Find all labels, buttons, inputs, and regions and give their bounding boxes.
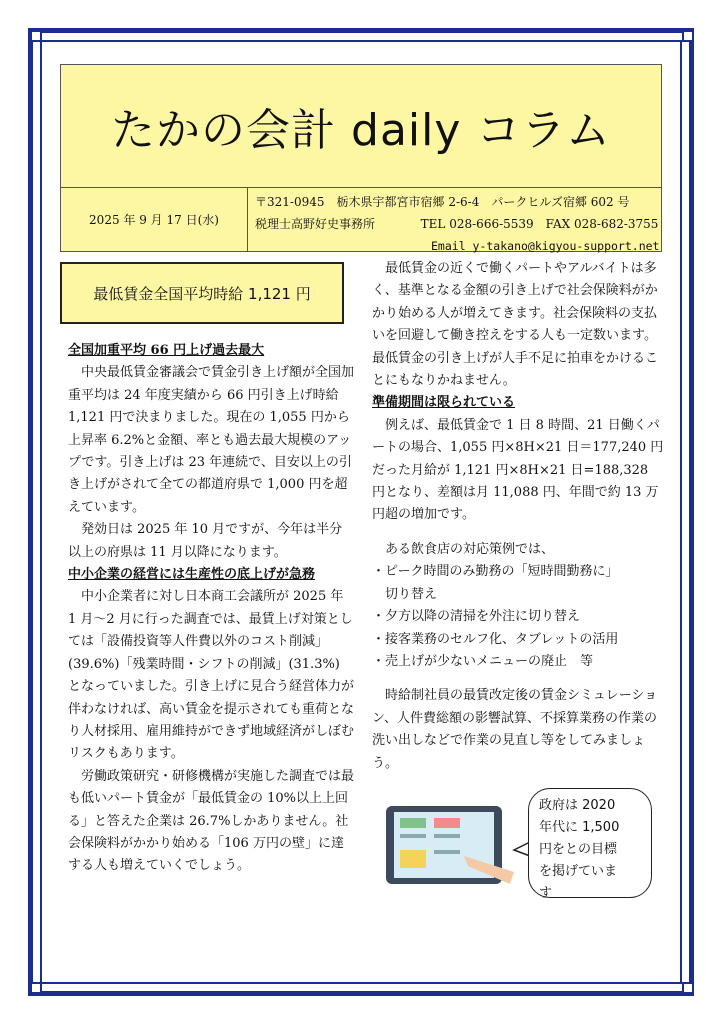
bubble-line: 政府は 2020 [539, 798, 616, 813]
office-name: 税理士高野好史事務所 [255, 217, 376, 231]
paragraph: 発効日は 2025 年 10 月ですが、今年は半分以上の府県は 11 月以降になります。 [68, 522, 343, 560]
office-address: 〒321-0945 栃木県宇都宮市宿郷 2-6-4 パークヒルズ宿郷 602 号 [255, 195, 630, 209]
list-item: 切り替え [372, 586, 438, 602]
office-phone-row [255, 213, 659, 235]
bubble-line: 年代に 1,500 [539, 820, 620, 835]
speech-bubble [528, 788, 652, 901]
masthead [60, 64, 662, 252]
section-heading: 中小企業の経営には生産性の底上げが急務 [68, 567, 316, 583]
tel-fax: TEL 028-666-5539 FAX 028-682-3755 [420, 217, 659, 231]
office-email: Email y-takano@kigyou-support.net [431, 239, 660, 253]
paragraph: 時給制社員の最賃改定後の賃金シミュレーション、人件費総額の影響試算、不採算業務の作業の洗い出しなどで作業の見直し等をしてみましょう。 [372, 688, 658, 771]
list-item: ・夕方以降の清掃を外注に切り替え [372, 609, 581, 625]
list-item: ・売上げが少ないメニューの廃止 等 [372, 653, 594, 669]
section-heading: 準備期間は限られている [372, 395, 516, 411]
corner-ornament [682, 30, 694, 42]
paragraph: ある飲食店の対応策例では、 [385, 541, 555, 557]
column-title: たかの会計 daily コラム [61, 65, 661, 188]
list-item: ・接客業務のセルフ化、タブレットの活用 [372, 631, 619, 647]
paragraph: 中央最低賃金審議会で賃金引き上げ額が全国加重平均は 24 年度実績から 66 円引き上げ時給 1,121 円で決まりました。現在の 1,055 円から上昇率 6.2%と金額、率とも過去最大規模のアップです。引き上げは 23 年連続で、目安以上の引き上げがされて全ての都道府県で 1,000 円を超えています。 [68, 365, 355, 515]
list-item: ・ピーク時間のみ勤務の「短時間勤務に」 [372, 564, 619, 580]
paragraph: 労働政策研究・研修機構が実施した調査では最も低いパート賃金が「最低賃金の 10%以上上回る」と答えた企業は 26.7%しかありません。社会保険料がかかり始める「106 万円の壁」に達する人も増えていくでしょう。 [68, 768, 355, 874]
paragraph: 最低賃金の近くで働くパートやアルバイトは多く、基準となる金額の引き上げで社会保険料がかかり始める人が増えてきます。社会保険料の支払いを回避して働き控えをする人も一定数います。最低賃金の引き上げが人手不足に拍車をかけることにもなりかねません。 [372, 261, 659, 389]
bubble-line: を掲げていま [539, 864, 618, 879]
bubble-line: す [539, 886, 553, 901]
corner-ornament [30, 982, 42, 994]
corner-ornament [682, 982, 694, 994]
bubble-line: 円をとの目標 [539, 842, 618, 857]
right-column [372, 258, 664, 775]
corner-ornament [30, 30, 42, 42]
headline: 最低賃金全国平均時給 1,121 円 [60, 262, 344, 324]
issue-date: 2025 年 9 月 17 日(水) [61, 187, 248, 251]
section-heading: 全国加重平均 66 円上げ過去最大 [68, 343, 265, 358]
office-contact [255, 191, 660, 257]
paragraph: 中小企業者に対し日本商工会議所が 2025 年 1 月～2 月に行った調査では、最賃上げ対策としては「設備投資等人件費以外のコスト削減」(39.6%)「残業時間・シフトの削減」(31.3%) となっていました。引き上げに見合う経営体力が伴わなければ、高い賃金を提示されても重荷となり人材採用、雇用維持ができず地域経済がしぼむリスクもあります。 [68, 589, 355, 762]
measure-list [372, 561, 664, 673]
left-column [68, 340, 354, 878]
tablet-illustration [382, 800, 522, 890]
paragraph: 例えば、最低賃金で 1 日 8 時間、21 日働くパートの場合、1,055 円×8H×21 日＝177,240 円だった月給が 1,121 円×8H×21 日=188,328 円となり、差額は月 11,088 円、年間で約 13 万円超の増加です。 [372, 417, 664, 523]
